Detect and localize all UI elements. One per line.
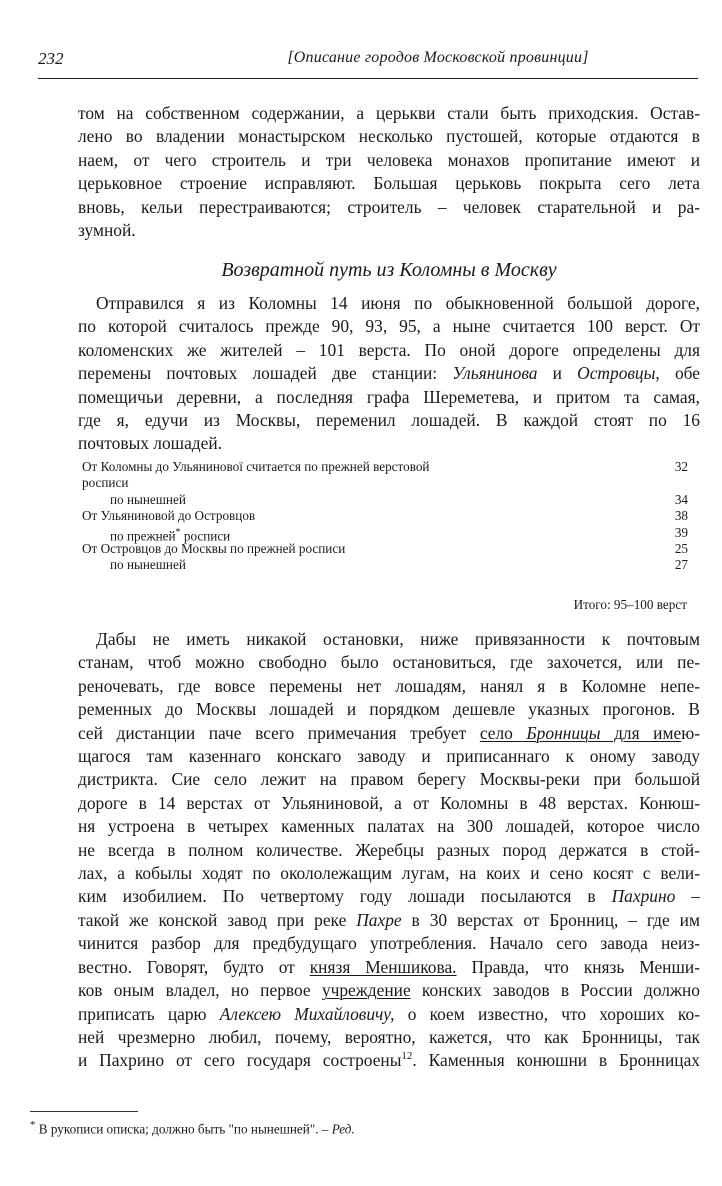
text-line: Дабы не иметь никакой остановки, ниже привязанности к почтовым [96, 629, 700, 649]
paragraph-departure [78, 292, 700, 456]
table-row [82, 525, 694, 541]
page-number: 232 [38, 49, 64, 68]
text-line: том на собственном содержании, а церькви стали быть приходския. Остав- [78, 103, 700, 123]
paragraph-monastery [78, 102, 700, 242]
running-title: [Описание городов Московской провинции] [287, 49, 589, 66]
row-label: От Ульяниновой до Островцов [82, 508, 256, 524]
text-line: лах, а кобылы ходят по окололежащим лугам, на коих и сено косят с вели- [78, 863, 700, 884]
footnote-marker: * [175, 526, 181, 538]
text-run: и [537, 363, 578, 384]
text-line: не всегда в полном количестве. Жеребцы разных пород держатся в стой- [78, 839, 700, 860]
text-run: вестно. Говорят, будто от [78, 956, 310, 977]
text-line: ременных до Москвы лошадей и порядком дешевле указных прогонов. В [78, 699, 700, 720]
row-label: по нынешней [110, 491, 186, 507]
header-rule [38, 78, 698, 79]
text-line: коломенских же жителей – 101 верста. По оной дороге определены для [78, 339, 700, 360]
text-run: дороге в 14 верстах от Ульяниновой, а от Коломны в 48 верстах. Коню [78, 792, 681, 813]
text-run: ким изобилием. По четвертому году лошади посылаются в [78, 886, 612, 907]
row-label-text: по прежней [110, 527, 176, 543]
text-run: сей дистанции паче всего примечания требует [78, 722, 480, 743]
text-line: дистрикта. Сие село лежит на правом берегу Москвы-реки при большой [78, 769, 700, 790]
table-row [82, 475, 694, 491]
row-label: От Коломны до Ульянинової считается по прежней верстовой [82, 459, 430, 474]
row-value: 32 [674, 459, 688, 474]
text-line [78, 362, 700, 385]
text-line: помещичьи деревни, а последняя графа Шереметева, и притом та самая, [78, 386, 700, 407]
underlined-run: учреждение [321, 980, 411, 1001]
text-run: такой же конской завод при реке [78, 909, 357, 930]
text-line [78, 956, 700, 979]
text-run: о коем известно, что хороших ко- [394, 1003, 700, 1024]
section-title: Возвратной путь из Коломны в Москву [221, 259, 557, 281]
text-run: приписать царю [78, 1003, 220, 1024]
underlined-run: князя Меншикова. [309, 956, 457, 977]
row-label: От Островцов до Москвы по прежней росписи [82, 540, 346, 556]
text-line: чинится разбор для предбудущаго употребления. Начало сего завода неиз- [78, 933, 700, 954]
row-value: 38 [674, 508, 688, 524]
text-line: ня устроена в четырех каменных палатах на 300 лошадей, которое число [78, 816, 700, 837]
footnote-rule [30, 1111, 138, 1112]
page-header [38, 49, 698, 75]
text-line: реночевать, где вовсе перемены нет лошадям, нанял я в Коломне непе- [78, 675, 700, 696]
place-name-pakhrino: Пахрино [611, 886, 676, 907]
text-line [78, 1049, 700, 1072]
river-name-pakhra: Пахре [356, 909, 402, 930]
footnote-editor: Ред. [331, 1121, 355, 1137]
table-row [82, 508, 694, 524]
text-line: щагося там казеннаго конскаго заводу и приписаннаго к оному заводу [78, 746, 700, 767]
text-run: ю- [681, 722, 700, 743]
paragraph-bronnitsy [78, 628, 700, 1073]
text-line: по которой считалось прежде 90, 93, 95, а ныне считается 100 верст. От [78, 316, 700, 337]
text-line: зумной. [78, 220, 136, 241]
text-run: . Каменныя конюшни в Бронницах [412, 1050, 700, 1071]
footnote-text: В рукописи описка; должно быть "по нынешней". – [35, 1121, 332, 1137]
text-run: перемены почтовых лошадей две станции: [78, 363, 453, 384]
text-line [78, 1003, 700, 1026]
table-row [82, 492, 694, 508]
text-run: обе [659, 363, 700, 384]
text-line: наем, от чего строитель и три человека монахов пропитание имеют и [78, 149, 700, 170]
text-run: в 30 верстах от Бронниц, – где им [401, 909, 700, 930]
text-line [78, 722, 700, 745]
text-run: ков оным владел, но первое [78, 980, 322, 1001]
text-line: Отправился я из Коломны 14 июня по обыкновенной большой дороге, [96, 293, 700, 313]
underlined-run: село [479, 722, 527, 743]
row-value: 27 [674, 557, 688, 573]
text-line [78, 885, 700, 908]
row-value: 34 [674, 491, 688, 507]
text-line: ней чрезмерно любил, почему, вероятно, кажется, что как Бронницы, так [78, 1026, 700, 1047]
row-value: 25 [674, 540, 688, 556]
row-label: по нынешней [110, 557, 186, 573]
text-run: Правда, что князь Менши- [456, 956, 700, 977]
row-label: росписи [82, 475, 129, 491]
text-line [78, 909, 700, 932]
table-row [82, 459, 694, 475]
text-line [78, 792, 700, 815]
station-name-ostrovtsy: Островцы, [577, 363, 660, 384]
text-line: станам, чтоб можно свободно было остановиться, где захочется, или пе- [78, 652, 700, 673]
text-line: где я, едучи из Москвы, переменил лошадей. В каждой стоят по 16 [78, 410, 700, 431]
text-line: церьковное строение исправляют. Большая церьковь покрыта сего лета [78, 173, 700, 194]
footnote [30, 1119, 355, 1137]
underlined-run: для име [600, 722, 682, 743]
endnote-marker: 12 [401, 1050, 413, 1063]
table-row [82, 541, 694, 557]
person-name-tsar: Алексею Михайловичу, [219, 1003, 395, 1024]
text-line: лено во владении монастырском несколько пустошей, которые отдаются в [78, 126, 700, 147]
distance-table [82, 459, 694, 574]
station-name-ulyaninova: Ульянинова [452, 363, 538, 384]
text-run: и Пахрино от сего государя состроены [78, 1050, 402, 1071]
table-row [82, 557, 694, 573]
text-run: конских заводов в России должно [410, 980, 700, 1001]
footnote-marker: * [30, 1119, 36, 1131]
text-run: – [675, 886, 700, 907]
text-line [78, 979, 700, 1002]
row-label-suffix: росписи [180, 527, 231, 543]
row-value: 39 [674, 524, 688, 540]
place-name-bronnitsy: Бронницы [526, 722, 601, 743]
text-line: вновь, кельи перестраиваются; строитель – человек старательной и ра- [78, 196, 700, 217]
table-total: Итого: 95–100 верст [573, 597, 687, 612]
text-run: ш- [680, 792, 700, 813]
text-line: почтовых лошадей. [78, 433, 223, 454]
